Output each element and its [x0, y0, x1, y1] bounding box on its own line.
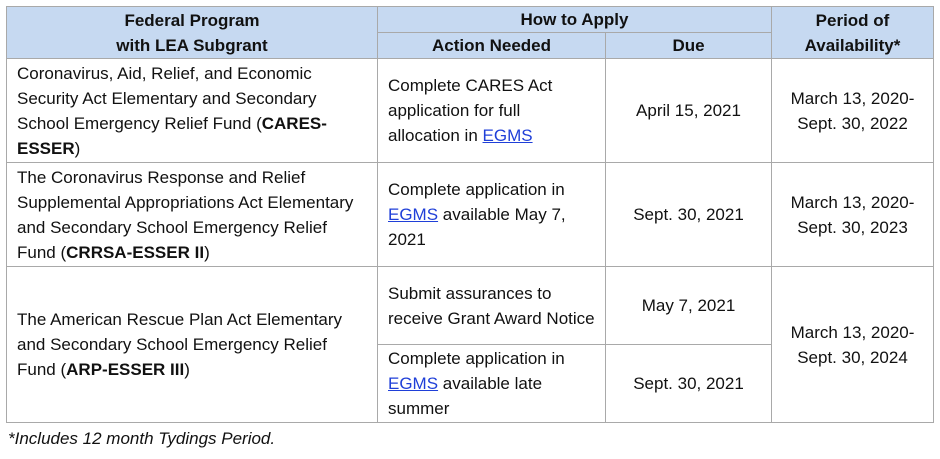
due-date: May 7, 2021: [606, 267, 772, 345]
header-due: Due: [606, 33, 772, 59]
program-cell-crrsa-esser-ii: [7, 163, 378, 267]
action-cell: [378, 163, 606, 267]
header-how-to-apply: How to Apply: [378, 7, 772, 33]
header-period-line1: Period of: [815, 10, 890, 30]
action-suffix: available May 7, 2021: [388, 205, 566, 249]
table-row: [7, 59, 934, 163]
action-text: Complete CARES Act application for full allocation in: [388, 76, 553, 145]
period-of-availability: [772, 59, 934, 163]
header-program-line1: Federal Program: [124, 10, 260, 30]
program-acronym: CARES-ESSER: [17, 113, 327, 158]
header-period-line2: Availability*: [804, 35, 901, 55]
footnote: *Includes 12 month Tydings Period.: [8, 429, 276, 448]
header-program-line2: with LEA Subgrant: [116, 35, 268, 55]
period-of-availability: [772, 267, 934, 423]
program-suffix: ): [204, 242, 210, 262]
header-period-of-availability: [772, 7, 934, 59]
period-end: Sept. 30, 2023: [797, 217, 908, 237]
program-acronym: CRRSA-ESSER II: [66, 242, 205, 262]
program-suffix: ): [74, 138, 81, 158]
action-text: Submit assurances to receive Grant Award Notice: [388, 283, 595, 328]
egms-link[interactable]: EGMS: [482, 126, 533, 145]
table-header: [7, 7, 934, 59]
header-federal-program: [7, 7, 378, 59]
program-cell-arp-esser-iii: [7, 267, 378, 423]
program-acronym: ARP-ESSER III: [66, 360, 185, 379]
due-date: Sept. 30, 2021: [606, 345, 772, 423]
header-action-needed: Action Needed: [378, 33, 606, 59]
program-suffix: ): [184, 360, 190, 379]
period-start: March 13, 2020-: [790, 192, 915, 212]
egms-link[interactable]: EGMS: [388, 374, 439, 393]
table-row: [7, 267, 934, 345]
period-start: March 13, 2020-: [790, 322, 915, 342]
action-suffix: available late summer: [388, 374, 543, 418]
esser-funding-table: [6, 6, 934, 423]
program-cell-cares-esser: [7, 59, 378, 163]
program-name: The Coronavirus Response and Relief Supplemental Appropriations Act Elementary and Secondary School Emergency Relief Fund (: [17, 167, 354, 262]
action-cell: [378, 345, 606, 423]
action-cell: [378, 267, 606, 345]
period-end: Sept. 30, 2022: [797, 113, 908, 133]
due-date: April 15, 2021: [606, 59, 772, 163]
period-start: March 13, 2020-: [790, 88, 915, 108]
action-cell: [378, 59, 606, 163]
action-text: Complete application in: [388, 180, 565, 199]
egms-link[interactable]: EGMS: [388, 205, 439, 224]
period-end: Sept. 30, 2024: [797, 347, 908, 367]
due-date: Sept. 30, 2021: [606, 163, 772, 267]
table-row: [7, 163, 934, 267]
period-of-availability: [772, 163, 934, 267]
action-text: Complete application in: [388, 349, 565, 368]
program-name: The American Rescue Plan Act Elementary and Secondary School Emergency Relief Fund (: [17, 310, 343, 379]
program-name: Coronavirus, Aid, Relief, and Economic Security Act Elementary and Secondary School Emergency Relief Fund (: [17, 63, 317, 133]
